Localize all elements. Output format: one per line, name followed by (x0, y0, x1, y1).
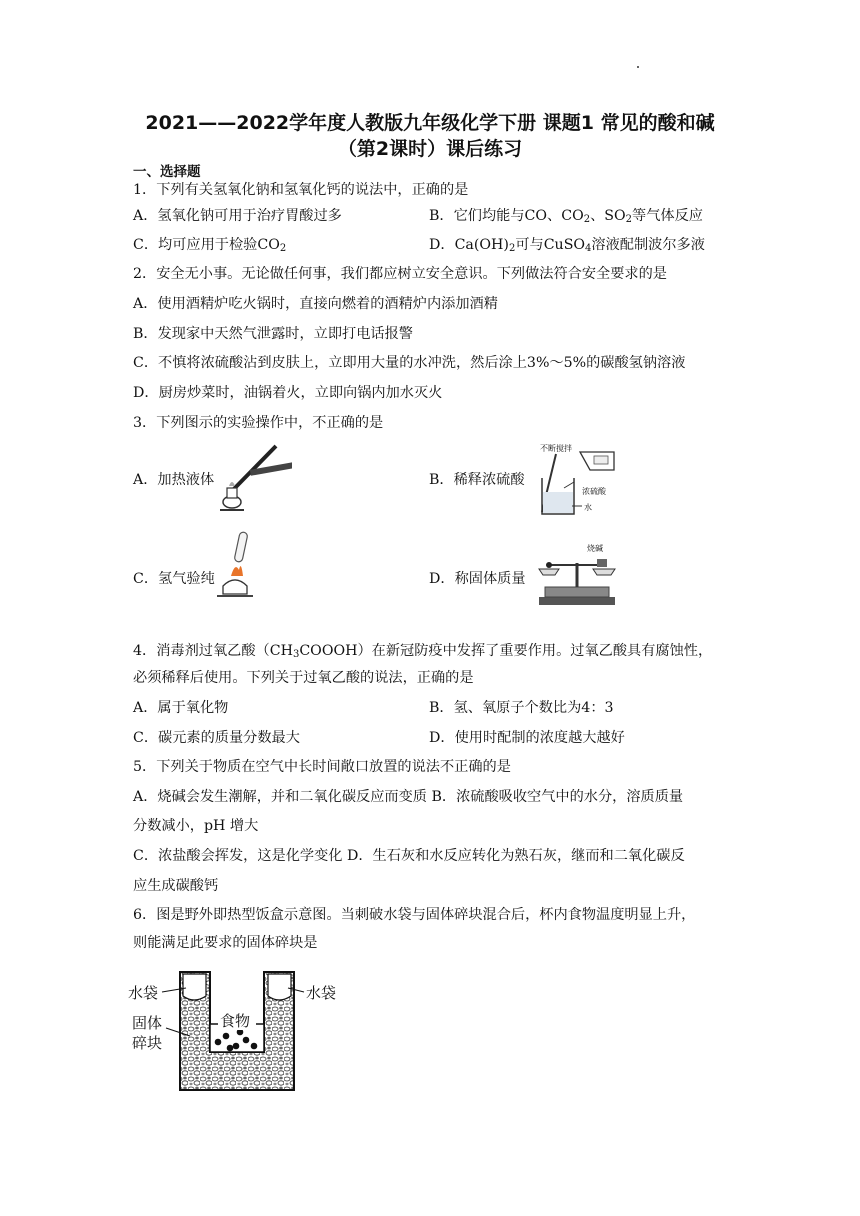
corner-dot (637, 66, 639, 68)
hydrogen-purity-test-illustration (213, 530, 263, 600)
q1-option-b: B．它们均能与CO、$CO_2$、$SO_2$等气体反应 (429, 208, 703, 225)
stir-label: 不断搅拌 (540, 444, 572, 453)
q4-option-b: B．氢、氧原子个数比为4：3 (429, 700, 614, 716)
q4-stem-line1: 4．消毒剂过氧乙酸$(CH_3COOOH)$在新冠防疫中发挥了重要作用。过氧乙酸具有腐蚀性， (133, 643, 713, 660)
page-title-line1: 2021——2022学年度人教版九年级化学下册 课题1 常见的酸和碱 (145, 112, 715, 134)
q4-option-a: A．属于氧化物 (133, 700, 229, 716)
q3-option-a: A．加热液体 (133, 472, 215, 488)
food-label: 食物 (220, 1012, 251, 1030)
solid-pieces-label-2: 碎块 (132, 1034, 163, 1052)
self-heating-lunchbox-diagram (128, 966, 350, 1098)
acid-label: 浓硫酸 (582, 487, 606, 496)
dilute-sulfuric-acid-illustration (534, 442, 626, 518)
q3-option-d: D．称固体质量 (429, 571, 526, 587)
q2-option-c: C．不慎将浓硫酸沾到皮肤上，立即用大量的水冲洗，然后涂上3%～5%的碳酸氢钠溶液 (133, 355, 686, 371)
caustic-soda-label: 烧碱 (587, 544, 603, 553)
q5-options-cd-line2: 应生成碳酸钙 (133, 878, 219, 894)
q3-option-c: C．氢气验纯 (133, 571, 215, 587)
q3-option-b: B．稀释浓硫酸 (429, 472, 525, 488)
q6-stem-line1: 6．图是野外即热型饭盒示意图。当刺破水袋与固体碎块混合后，杯内食物温度明显上升， (133, 907, 696, 923)
q4-option-c: C．碳元素的质量分数最大 (133, 730, 300, 746)
water-bag-left-label: 水袋 (128, 984, 159, 1002)
q6-stem-line2: 则能满足此要求的固体碎块是 (133, 935, 318, 951)
q1-option-a: A．氢氧化钠可用于治疗胃酸过多 (133, 208, 342, 224)
solid-pieces-label-1: 固体 (132, 1014, 163, 1032)
q1-stem: 1．下列有关氢氧化钠和氢氧化钙的说法中，正确的是 (133, 182, 469, 198)
q5-options-ab-line2: 分数减小，pH 增大 (133, 818, 259, 834)
section-heading: 一、选择题 (133, 164, 201, 180)
heating-liquid-illustration (212, 440, 292, 514)
weighing-solid-illustration (535, 543, 619, 609)
page-title-line2: （第2课时）课后练习 (337, 138, 523, 160)
q3-stem: 3．下列图示的实验操作中，不正确的是 (133, 415, 384, 431)
q4-option-d: D．使用时配制的浓度越大越好 (429, 730, 625, 746)
q4-stem-line2: 必须稀释后使用。下列关于过氧乙酸的说法，正确的是 (133, 670, 474, 686)
q5-options-cd-line1: C．浓盐酸会挥发，这是化学变化 D．生石灰和水反应转化为熟石灰，继而和二氧化碳反 (133, 848, 685, 864)
q1-option-c: C．均可应用于检验$CO_2$ (133, 237, 287, 254)
water-label: 水 (584, 503, 592, 512)
water-bag-right-label: 水袋 (306, 984, 337, 1002)
q5-stem: 5．下列关于物质在空气中长时间敞口放置的说法不正确的是 (133, 759, 511, 775)
q5-options-ab-line1: A．烧碱会发生潮解，并和二氧化碳反应而变质 B．浓硫酸吸收空气中的水分，溶质质量 (133, 789, 684, 805)
q1-option-d: D．$Ca(OH)_2$可与CuSO$_4$溶液配制波尔多液 (429, 237, 705, 254)
q2-stem: 2．安全无小事。无论做任何事，我们都应树立安全意识。下列做法符合安全要求的是 (133, 266, 667, 282)
q2-option-d: D．厨房炒菜时，油锅着火，立即向锅内加水灭火 (133, 385, 443, 401)
q2-option-a: A．使用酒精炉吃火锅时，直接向燃着的酒精炉内添加酒精 (133, 296, 498, 312)
q2-option-b: B．发现家中天然气泄露时，立即打电话报警 (133, 326, 413, 342)
